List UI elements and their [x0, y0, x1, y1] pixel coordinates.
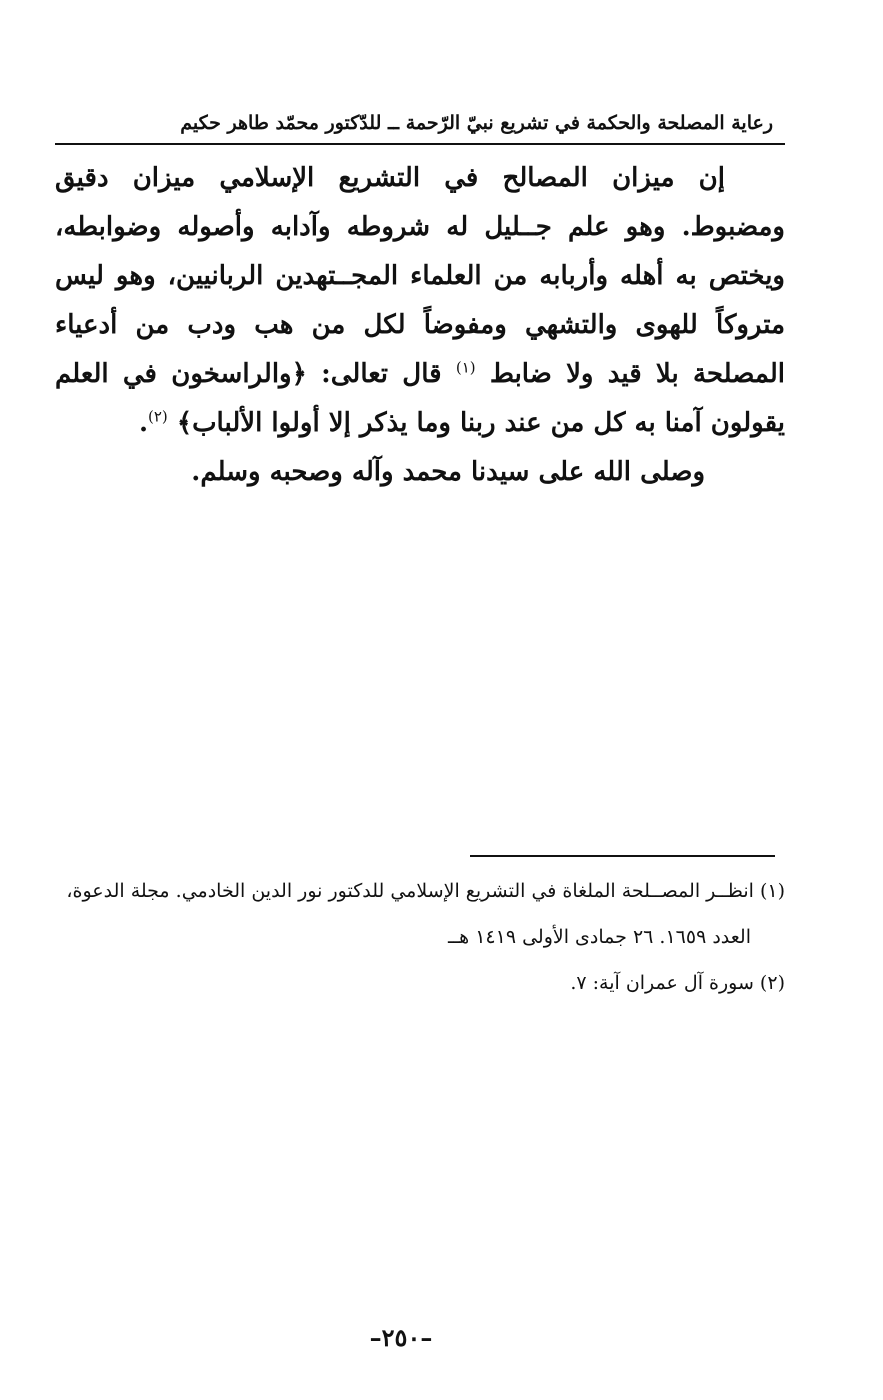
footnote-rule [470, 855, 775, 857]
header-rule [55, 143, 785, 145]
footnote-ref-1[interactable]: (١) [455, 358, 476, 377]
paragraph-1 [55, 154, 785, 448]
footnote-1-line-1: (١) انظــر المصــلحة الملغاة في التشريع الإسلامي للدكتور نور الدين الخادمي. مجلة الدعوة، [66, 880, 785, 902]
page-number: –٢٥٠– [369, 1323, 433, 1352]
paragraph-1-text: إن ميزان المصالح في التشريع الإسلامي ميزان دقيق ومضبوط. وهو علم جــليل له شروطه وآدابه وأصوله وضوابطه، ويختص به أهله وأربابه من العلماء المجــتهدين الربانيين، وهو ليس متروكاً للهوى والتشهي ومفوضاً لكل من هب ودب من أدعياء المصلحة بلا قيد ولا ضابط [55, 163, 786, 389]
main-text [55, 154, 785, 497]
footnote-2: (٢) سورة آل عمران آية: ٧. [570, 972, 785, 994]
footnotes [55, 868, 785, 1006]
paragraph-2: وصلى الله على سيدنا محمد وآله وصحبه وسلم. [191, 457, 705, 487]
footnote-1-line-2: العدد ١٦٥٩. ٢٦ جمادى الأولى ١٤١٩ هــ [448, 926, 751, 948]
quran-verse: ﴿والراسخون في العلم يقولون آمنا به كل من عند ربنا وما يذكر إلا أولوا الألباب﴾ [55, 359, 785, 438]
running-header: رعاية المصلحة والحكمة في تشريع نبيّ الرّحمة ــ للدّكتور محمّد طاهر حكيم [180, 112, 773, 134]
footnote-ref-2[interactable]: (٢) [148, 407, 168, 426]
paragraph-1-end: . [138, 408, 148, 438]
quote-intro: قال تعالى: [306, 359, 456, 389]
